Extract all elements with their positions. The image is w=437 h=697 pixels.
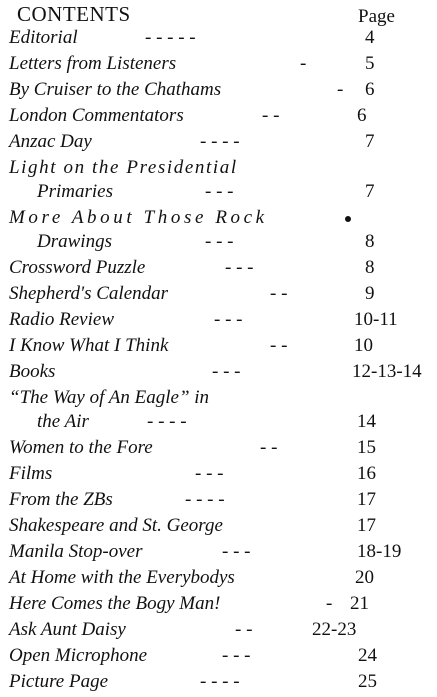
toc-entry-open-microphone[interactable]: [0, 645, 437, 671]
dot-leader: - - -: [222, 645, 251, 666]
entry-title: At Home with the Everybodys: [9, 567, 235, 588]
dot-leader: - -: [270, 335, 288, 356]
entry-page-number: 14: [357, 411, 376, 432]
entry-page-number: 18-19: [357, 541, 402, 562]
contents-header: [0, 0, 437, 26]
toc-entry-women-to-the-fore[interactable]: [0, 437, 437, 463]
dot-leader: - -: [260, 437, 278, 458]
entry-title-line-1: More About Those Rock: [9, 207, 268, 228]
entry-title: Shepherd's Calendar: [9, 283, 169, 304]
toc-entry-picture-page[interactable]: [0, 671, 437, 697]
dot-leader: - - - - -: [145, 27, 196, 48]
entry-page-number: 16: [357, 463, 376, 484]
dot-leader: - -: [262, 105, 280, 126]
dot-leader: - -: [235, 619, 253, 640]
entry-page-number: 7: [365, 181, 375, 202]
entry-page-number: 24: [358, 645, 377, 666]
dot-leader: -: [326, 593, 333, 614]
toc-entry-at-home-everybodys[interactable]: [0, 567, 437, 593]
toc-entry-films[interactable]: [0, 463, 437, 489]
toc-entry-shakespeare-st-george[interactable]: [0, 515, 437, 541]
entry-page-number: 10-11: [354, 309, 398, 330]
entry-page-number: 15: [357, 437, 376, 458]
dot-leader: - - -: [205, 231, 234, 252]
entry-page-number: 7: [365, 131, 375, 152]
toc-entry-way-of-an-eagle[interactable]: [0, 387, 437, 437]
entry-title: By Cruiser to the Chathams: [9, 79, 222, 100]
entry-title: Open Microphone: [9, 645, 148, 666]
entry-title: London Commentators: [9, 105, 184, 126]
entry-page-number: 21: [350, 593, 369, 614]
entry-page-number: 12-13-14: [352, 361, 422, 382]
dot-leader: - - -: [205, 181, 234, 202]
entry-page-number: 8: [365, 257, 375, 278]
dot-leader: - - -: [222, 541, 251, 562]
entry-title-line-1: Light on the Presidential: [9, 157, 238, 178]
entry-title-line-2: Primaries: [37, 181, 113, 202]
entry-page-number: 6: [357, 105, 367, 126]
dot-leader: - - - -: [200, 131, 240, 152]
entry-title: Editorial: [9, 27, 78, 48]
page-column-label: Page: [358, 6, 395, 27]
entry-page-number: 10: [354, 335, 373, 356]
toc-entry-books[interactable]: [0, 361, 437, 387]
entry-title: Ask Aunt Daisy: [9, 619, 126, 640]
entry-title: Manila Stop-over: [9, 541, 143, 562]
entry-page-number: 20: [355, 567, 374, 588]
entry-title: Books: [9, 361, 56, 382]
dot-leader: - - -: [195, 463, 224, 484]
entry-page-number: 17: [357, 515, 376, 536]
entry-page-number: 6: [365, 79, 375, 100]
entry-page-number: 5: [365, 53, 375, 74]
dot-leader: - - -: [214, 309, 243, 330]
entry-page-number: 8: [365, 231, 375, 252]
toc-entry-london-commentators[interactable]: [0, 105, 437, 131]
entry-title: Women to the Fore: [9, 437, 153, 458]
toc-entry-from-the-zbs[interactable]: [0, 489, 437, 515]
entry-page-number: 17: [357, 489, 376, 510]
dot-leader: - - - -: [185, 489, 225, 510]
entry-title: From the ZBs: [9, 489, 113, 510]
entry-title: Crossword Puzzle: [9, 257, 146, 278]
entry-page-number: 4: [365, 27, 375, 48]
dot-leader: - - -: [212, 361, 241, 382]
dot-leader: - - -: [225, 257, 254, 278]
toc-entry-rock-drawings[interactable]: [0, 207, 437, 257]
toc-entry-ask-aunt-daisy[interactable]: [0, 619, 437, 645]
entry-title-line-1: “The Way of An Eagle” in: [9, 387, 210, 408]
toc-entry-anzac-day[interactable]: [0, 131, 437, 157]
dot-leader: -: [300, 53, 312, 74]
entry-page-number: 22-23: [312, 619, 357, 640]
toc-entry-i-know-what-i-think[interactable]: [0, 335, 437, 361]
toc-entry-editorial[interactable]: [0, 27, 437, 53]
entry-title-line-2: Drawings: [37, 231, 112, 252]
entry-title: Films: [9, 463, 53, 484]
entry-title: Anzac Day: [9, 131, 92, 152]
dot-leader: - - - -: [147, 411, 187, 432]
entry-title: Radio Review: [9, 309, 114, 330]
entry-title-line-2: the Air: [37, 411, 89, 432]
toc-entry-chathams[interactable]: [0, 79, 437, 105]
bullet-mark: [345, 216, 351, 222]
entry-title: Letters from Listeners: [9, 53, 177, 74]
entry-title: Shakespeare and St. George: [9, 515, 223, 536]
entry-title: Picture Page: [9, 671, 109, 692]
dot-leader: - - - -: [200, 671, 240, 692]
toc-entry-radio-review[interactable]: [0, 309, 437, 335]
entry-title: Here Comes the Bogy Man!: [9, 593, 221, 614]
toc-entry-presidential-primaries[interactable]: [0, 157, 437, 207]
contents-heading: CONTENTS: [17, 2, 131, 26]
toc-entry-bogy-man[interactable]: [0, 593, 437, 619]
toc-entry-letters[interactable]: [0, 53, 437, 79]
toc-entry-crossword[interactable]: [0, 257, 437, 283]
entry-page-number: 25: [358, 671, 377, 692]
toc-entry-manila-stop-over[interactable]: [0, 541, 437, 567]
toc-entry-shepherds-calendar[interactable]: [0, 283, 437, 309]
contents-list: [0, 27, 437, 697]
dot-leader: - -: [270, 283, 288, 304]
dot-leader: -: [337, 79, 344, 100]
entry-page-number: 9: [365, 283, 375, 304]
entry-title: I Know What I Think: [9, 335, 169, 356]
